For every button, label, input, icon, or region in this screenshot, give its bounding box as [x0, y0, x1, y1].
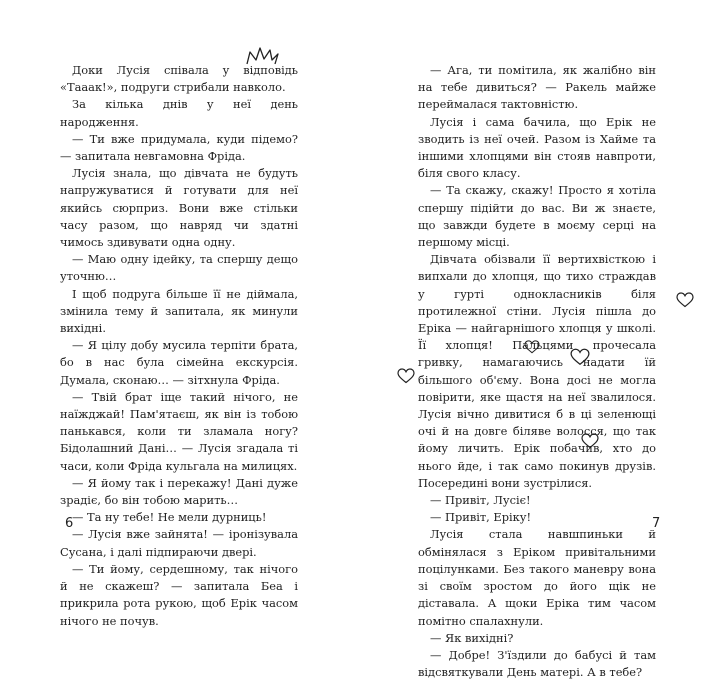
- paragraph: — Як вихідні?: [430, 630, 514, 645]
- paragraph: — Я цілу добу мусила терпіти брата, бо в нас була сімейна екскурсія. Думала, сконаю… — зітхнула Фріда.: [60, 338, 298, 387]
- heart-doodle-icon: [676, 292, 694, 308]
- paragraph: Лусія стала навшпиньки й обмінялася з Еріком привітальними поцілунками. Без такого маневру вона зі своїм зростом до його щік не діставала. А щоки Еріка тим часом помітно спалахнули.: [418, 527, 656, 628]
- paragraph: — Привіт, Еріку!: [430, 510, 532, 525]
- paragraph: Лусія і сама бачила, що Ерік не зводить із неї очей. Разом із Хайме та іншими хлопцями він стояв навпроти, біля свого класу.: [418, 114, 656, 181]
- paragraph: — Маю одну ідейку, та спершу дещо уточню…: [60, 252, 298, 284]
- paragraph: — Я йому так і перекажу! Дані дуже зрадіє, бо він тобою марить…: [60, 475, 298, 508]
- paragraph: — Ти вже придумала, куди підемо? — запитала невгамовна Фріда.: [60, 131, 298, 164]
- paragraph: І щоб подруга більше її не діймала, змінила тему й запитала, як минули вихідні.: [60, 286, 298, 336]
- paragraph: — Добре! З'їздили до бабусі й там відсвяткували День матері. А в тебе?: [418, 647, 656, 680]
- paragraph: — Ага, ти помітила, як жалібно він на тебе дивиться? — Ракель майже переймалася тактовністю.: [418, 63, 656, 112]
- paragraph: — Та ну тебе! Не мели дурниць!: [72, 510, 267, 525]
- paragraph: — Ти йому, сердешному, так нічого й не скажеш? — запитала Беа і прикрила рота рукою, щоб Ерік часом нічого не почув.: [60, 561, 298, 628]
- crown-doodle-icon: [245, 46, 281, 66]
- paragraph: За кілька днів у неї день народження.: [60, 97, 298, 129]
- paragraph: — Та скажу, скажу! Просто я хотіла спершу підійти до вас. Ви ж знаєте, що завжди будете в моєму серці на першому місці.: [418, 183, 656, 250]
- paragraph: — Твій брат іще такий нічого, не наїжджай! Пам'ятаєш, як він із тобою панькався, коли ти зламала ногу? Бідолашний Дані… — Лусія згадала ті часи, коли Фріда кульгала на милицях.: [60, 389, 298, 473]
- heart-doodle-icon: [397, 368, 415, 384]
- heart-doodle-icon: [581, 433, 599, 449]
- heart-doodle-icon: [524, 340, 540, 354]
- paragraph: — Привіт, Лусіє!: [430, 493, 531, 508]
- paragraph: — Лусія вже зайнята! — іронізувала Сусана, і далі підпираючи двері.: [60, 527, 298, 559]
- left-page: [60, 62, 298, 630]
- paragraph: Дівчата обізвали її вертихвісткою і випхали до хлопця, що тихо страждав у гурті однокласників біля протилежної стіни. Лусія пішла до Еріка — найгарнішого хлопця у школі. Її хлопця! Пальцями прочесала гривку, намагаючись надати їй більшого об'єму. Вона досі не могла повірити, яке щастя на неї звалилося. Лусія вічно дивитися б в ці зеленющі очі й на довге біляве волосся, що так йому личить. Ерік побачив, хто до нього йде, і так само покинув друзів. Посередині вони зустрілися.: [418, 252, 656, 490]
- right-page: [418, 62, 656, 681]
- heart-doodle-icon: [570, 348, 590, 366]
- page-number-left: 6: [65, 516, 74, 531]
- paragraph: Лусія знала, що дівчата не будуть напружуватися й готувати для неї якийсь сюрприз. Вони вже стільки часу разом, що навряд чи здатні чимось здивувати одна одну.: [60, 166, 298, 250]
- page-number-right: 7: [652, 516, 661, 531]
- paragraph: Доки Лусія співала у відповідь «Тааак!», подруги стрибали навколо.: [60, 63, 298, 95]
